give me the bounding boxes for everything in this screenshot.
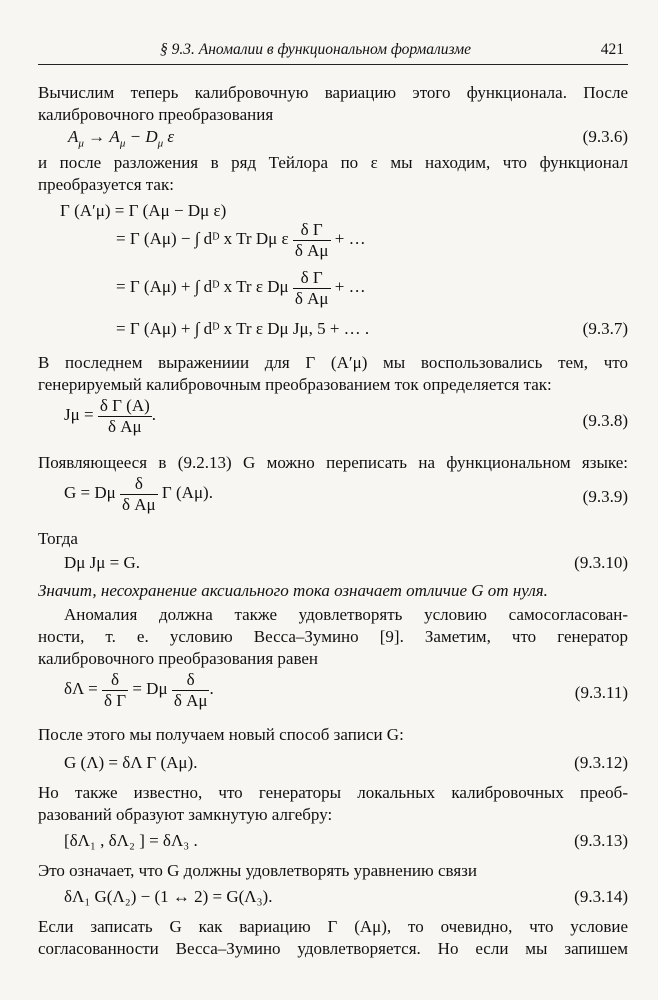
text-line: Тогда bbox=[38, 529, 78, 548]
equation-number: (9.3.11) bbox=[574, 683, 628, 702]
equation-9-3-12: G (Λ) = δΛ Γ (Aμ). bbox=[64, 753, 198, 772]
text-line: калибровочного преобразования равен bbox=[38, 649, 319, 668]
fraction: $\frac{\text{δ Γ (A)}}{\text{δ Aμ}}$ bbox=[99, 396, 150, 436]
equation-number: (9.3.13) bbox=[574, 831, 628, 850]
equation-9-3-13: [δΛ₁ , δΛ₂ ] = δΛ₃ . bbox=[64, 831, 198, 850]
fraction: $\frac{\text{δ Γ}}{\text{δ Aμ}}$ bbox=[294, 220, 329, 260]
text-line: После этого мы получаем новый способ записи G: bbox=[38, 725, 404, 744]
equation-9-3-9: G = Dμ $\frac{\delta}{\text{δ Aμ}}$ Γ (Aμ). bbox=[64, 474, 213, 514]
text-line-italic: Значит, несохранение аксиального тока означает отличие G от нуля. bbox=[38, 581, 548, 600]
text-line: Если записать G как вариацию Γ (Aμ), то очевидно, что условие bbox=[38, 917, 628, 936]
text-line: разований образуют замкнутую алгебру: bbox=[38, 805, 333, 824]
fraction: $\frac{\delta}{\text{δ Aμ}}$ bbox=[122, 474, 156, 514]
equation-number: (9.3.10) bbox=[574, 553, 628, 572]
equation-number: (9.3.6) bbox=[582, 127, 628, 146]
equation-9-3-6: $A_\mu \to A_\mu - D_\mu$ ε bbox=[68, 127, 175, 150]
equation-number: (9.3.9) bbox=[582, 487, 628, 506]
equation-9-3-14: δΛ₁ G(Λ₂) − (1 ↔ 2) = G(Λ₃). bbox=[64, 887, 273, 906]
text-line: В последнем выражениии для Γ (A′μ) мы воспользовались тем, что bbox=[38, 353, 628, 372]
equation-9-3-10: Dμ Jμ = G. bbox=[64, 553, 140, 572]
text-line: преобразуется так: bbox=[38, 175, 174, 194]
equation-number: (9.3.14) bbox=[574, 887, 628, 906]
text-line: Это означает, что G должны удовлетворять уравнению связи bbox=[38, 861, 477, 880]
equation-9-3-7-line-3: = Γ (Aμ) + ∫ dᴰ x Tr ε Dμ $\frac{\text{δ Γ}}{\text{δ Aμ}}$ + … bbox=[116, 268, 366, 308]
text-line: Появляющееся в (9.2.13) G можно переписать на функциональном языке: bbox=[38, 453, 628, 472]
fraction: $\frac{\text{δ Γ}}{\text{δ Aμ}}$ bbox=[294, 268, 329, 308]
equation-9-3-7-line-4: = Γ (Aμ) + ∫ dᴰ x Tr ε Dμ Jμ, 5 + … . bbox=[116, 319, 370, 338]
equation-number: (9.3.8) bbox=[582, 411, 628, 430]
running-title: § 9.3. Аномалии в функциональном формализме bbox=[160, 41, 471, 58]
text-line: Аномалия должна также удовлетворять условию самосогласован- bbox=[64, 605, 628, 624]
equation-9-3-11: δΛ = $\frac{\delta}{\text{δ Γ}}$ = Dμ $\frac{\delta}{\text{δ Aμ}}$ . bbox=[64, 670, 214, 710]
fraction: $\frac{\delta}{\text{δ Γ}}$ bbox=[103, 670, 127, 710]
text-line: согласованности Весса–Зумино удовлетворяется. Но если мы запишем bbox=[38, 939, 628, 958]
text-line: калибровочного преобразования bbox=[38, 105, 274, 124]
text-line: Но также известно, что генераторы локальных калибровочных преоб- bbox=[38, 783, 628, 802]
text-line: Вычислим теперь калибровочную вариацию этого функционала. После bbox=[38, 83, 628, 102]
text-line: генерируемый калибровочным преобразованием ток определяется так: bbox=[38, 375, 552, 394]
text-line: и после разложения в ряд Тейлора по ε мы находим, что функционал bbox=[38, 153, 628, 172]
equation-number: (9.3.7) bbox=[582, 319, 628, 338]
running-header bbox=[38, 38, 628, 65]
equation-9-3-8: Jμ = $\frac{\text{δ Γ (A)}}{\text{δ Aμ}}$ . bbox=[64, 396, 157, 436]
equation-9-3-7-line-2: = Γ (Aμ) − ∫ dᴰ x Tr Dμ ε $\frac{\text{δ Γ}}{\text{δ Aμ}}$ + … bbox=[116, 220, 366, 260]
equation-9-3-7-line-1: Γ (A′μ) = Γ (Aμ − Dμ ε) bbox=[60, 201, 227, 220]
page-number: 421 bbox=[600, 41, 624, 58]
equation-number: (9.3.12) bbox=[574, 753, 628, 772]
fraction: $\frac{\delta}{\text{δ Aμ}}$ bbox=[173, 670, 208, 710]
text-line: ности, т. е. условию Весса–Зумино [9]. Заметим, что генератор bbox=[38, 627, 628, 646]
